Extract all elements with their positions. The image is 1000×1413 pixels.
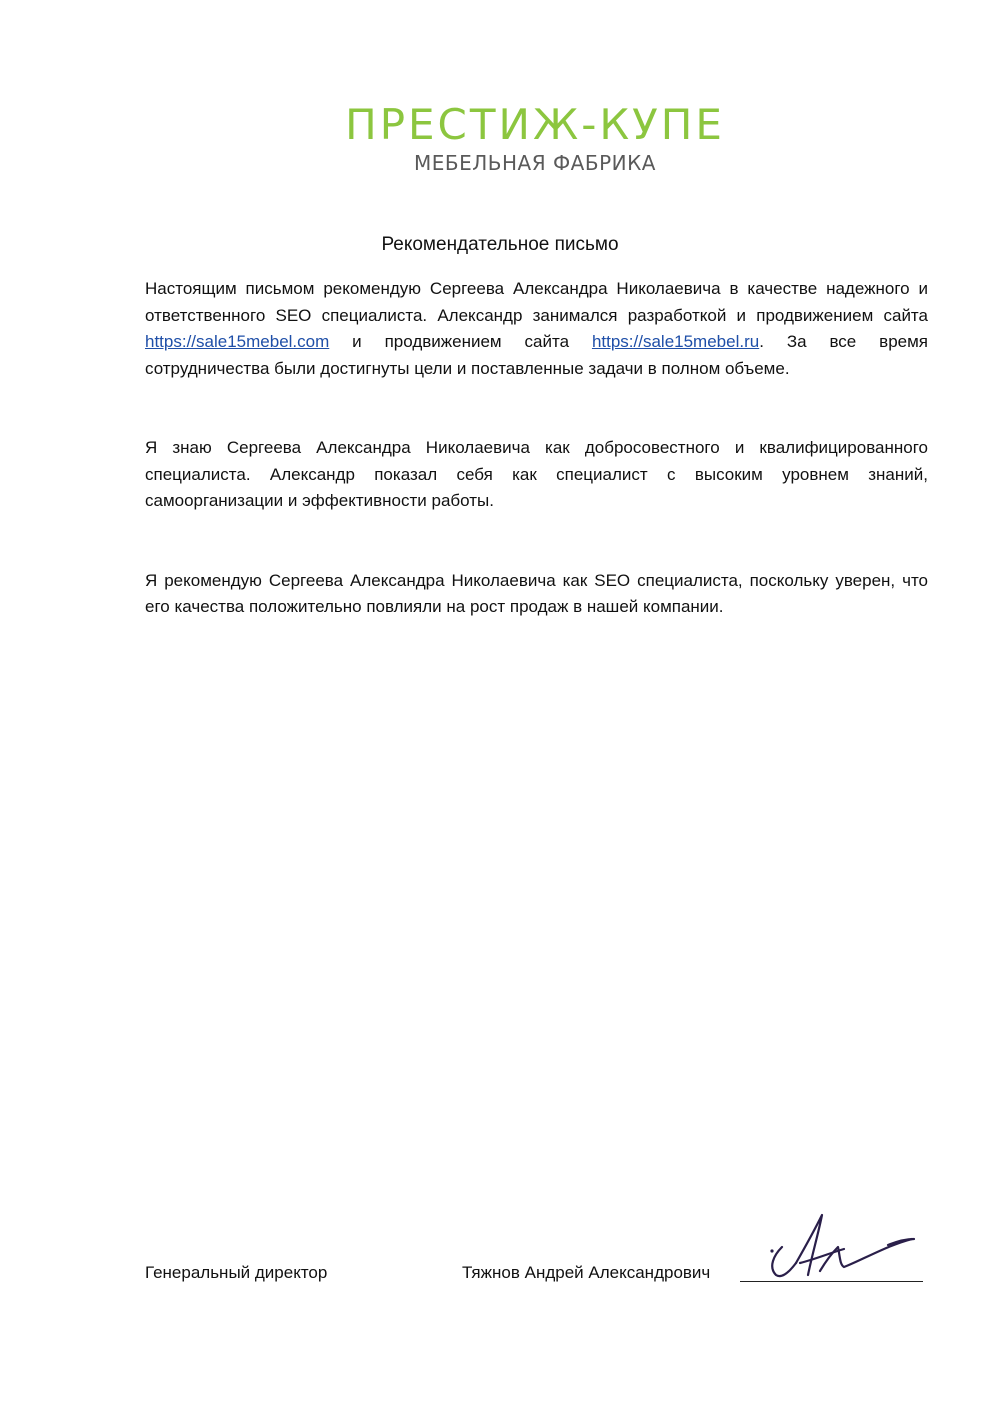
handwritten-signature [760,1205,920,1285]
signer-position: Генеральный директор [145,1263,328,1282]
signer-name: Тяжнов Андрей Александрович [462,1263,711,1282]
company-logo [345,100,725,180]
logo-brand-name: ПРЕСТИЖ-КУПЕ [345,100,725,149]
paragraph-3: Я рекомендую Сергеева Александра Николаевича как SEO специалиста, поскольку уверен, что его качества положительно повлияли на рост продаж в нашей компании. [145,570,928,616]
letter-title: Рекомендательное письмо [381,234,619,255]
paragraph-1-text-a: Настоящим письмом рекомендую Сергеева Александра Николаевича в качестве надежного и ответственного SEO специалиста. Александр занимался разработкой и продвижением сайта [145,279,928,325]
paragraph-2: Я знаю Сергеева Александра Николаевича как добросовестного и квалифицированного специалиста. Александр показал себя как специалист с высоким уровнем знаний, самоорганизации и эффективности работы. [145,438,928,510]
letter-body [145,276,928,621]
paragraph-1 [145,276,928,382]
paragraph-1-text-b: и продвижением сайта [329,332,592,351]
paragraph-1-text-c: . За все время сотрудничества были достигнуты цели и поставленные задачи в полном объеме. [145,332,928,378]
link-sale15mebel-ru[interactable]: https://sale15mebel.ru [591,332,760,351]
link-sale15mebel-com[interactable]: https://sale15mebel.com [145,332,330,351]
logo-tagline: МЕБЕЛЬНАЯ ФАБРИКА [413,151,656,175]
